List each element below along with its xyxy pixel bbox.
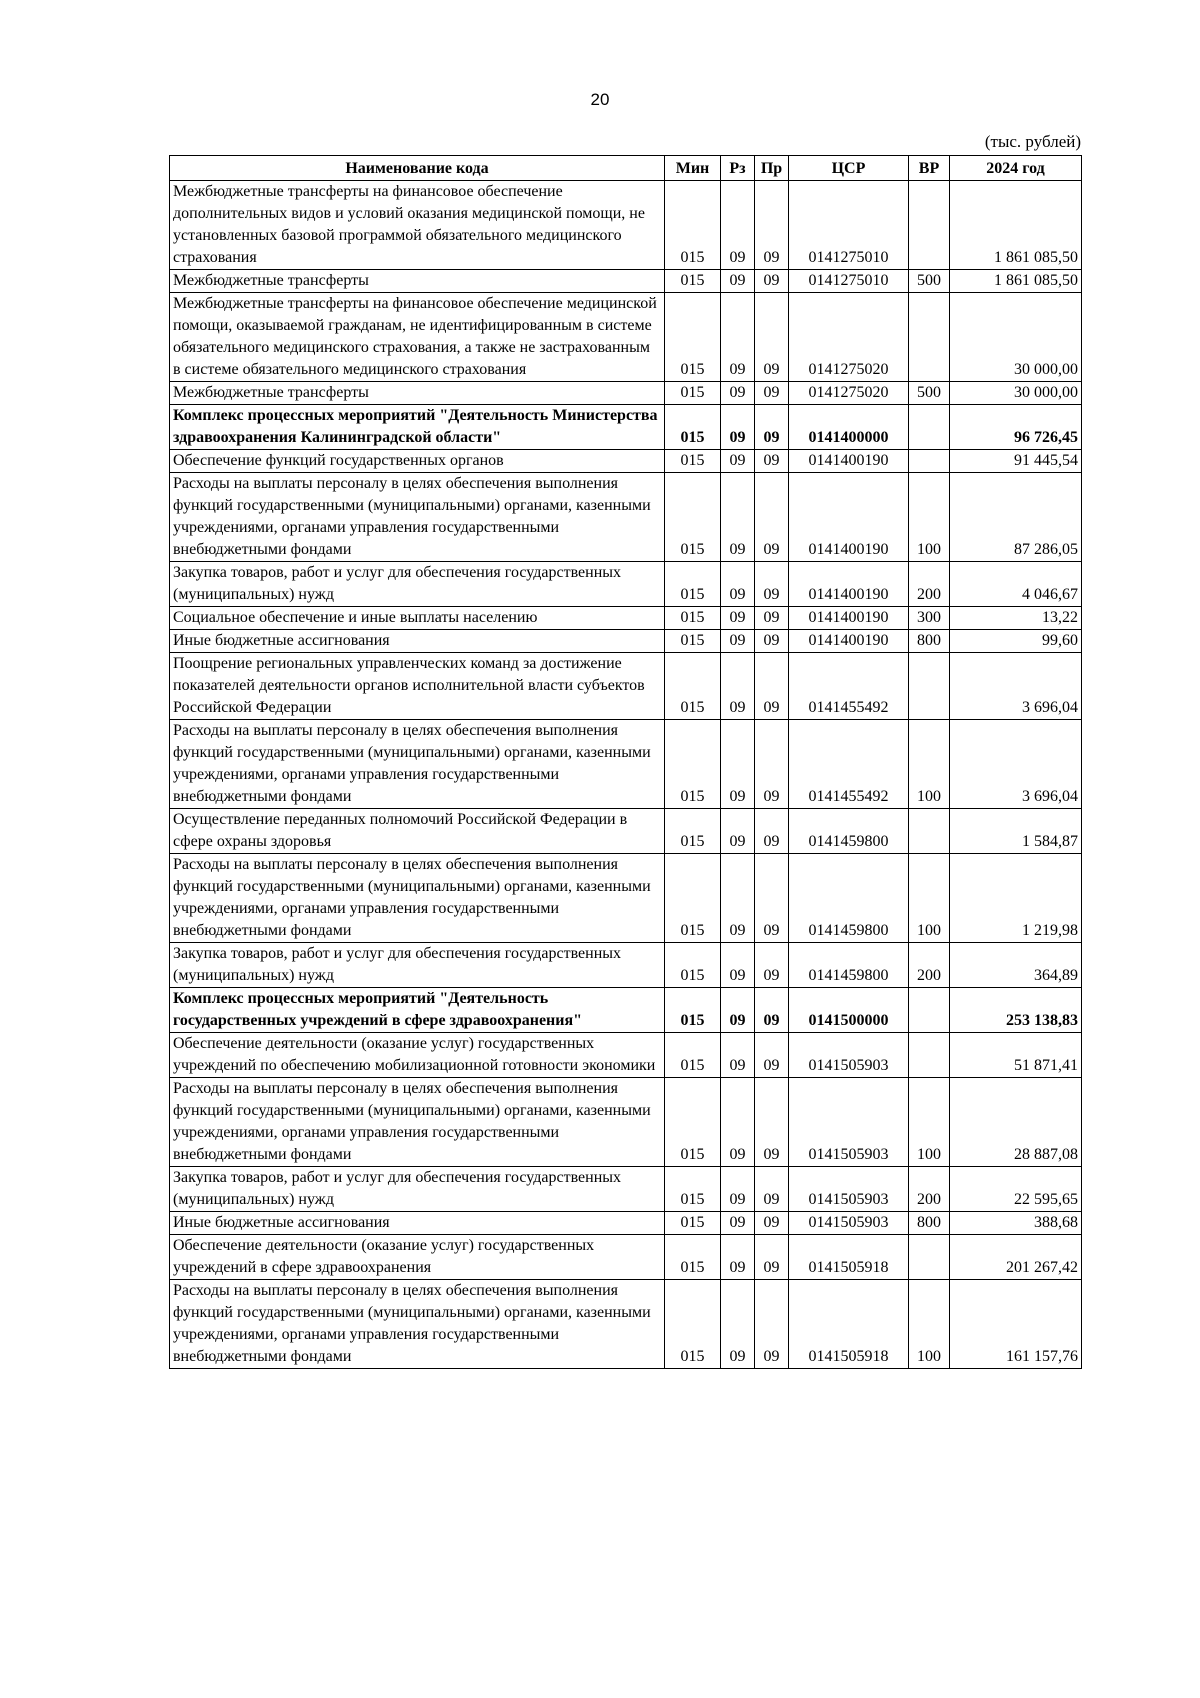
table-row — [170, 720, 1082, 809]
cell-amount: 22 595,65 — [950, 1167, 1082, 1212]
header-vr: ВР — [909, 156, 950, 181]
cell-name: Межбюджетные трансферты на финансовое обеспечение медицинской помощи, оказываемой гражданам, не идентифицированным в системе обязательного медицинского страхования, а также не застрахованным в системе обязательного медицинского страхования — [170, 293, 665, 382]
cell-rz: 09 — [721, 382, 755, 405]
cell-amount: 13,22 — [950, 607, 1082, 630]
table-row — [170, 630, 1082, 653]
cell-vr: 300 — [909, 607, 950, 630]
table-row — [170, 1033, 1082, 1078]
cell-vr: 100 — [909, 720, 950, 809]
table-row — [170, 405, 1082, 450]
header-pr: Пр — [755, 156, 789, 181]
cell-vr — [909, 181, 950, 270]
cell-vr: 200 — [909, 562, 950, 607]
header-min: Мин — [665, 156, 721, 181]
cell-rz: 09 — [721, 1078, 755, 1167]
cell-min: 015 — [665, 809, 721, 854]
cell-amount: 1 584,87 — [950, 809, 1082, 854]
cell-csr: 0141505918 — [789, 1280, 909, 1369]
cell-vr — [909, 988, 950, 1033]
cell-min: 015 — [665, 1212, 721, 1235]
cell-amount: 161 157,76 — [950, 1280, 1082, 1369]
table-row — [170, 854, 1082, 943]
cell-vr: 800 — [909, 630, 950, 653]
cell-min: 015 — [665, 405, 721, 450]
cell-min: 015 — [665, 270, 721, 293]
cell-name: Расходы на выплаты персоналу в целях обеспечения выполнения функций государственными (муниципальными) органами, казенными учреждениями, органами управления государственными внебюджетными фондами — [170, 473, 665, 562]
cell-rz: 09 — [721, 988, 755, 1033]
cell-amount: 364,89 — [950, 943, 1082, 988]
cell-csr: 0141459800 — [789, 854, 909, 943]
cell-csr: 0141400190 — [789, 473, 909, 562]
cell-csr: 0141459800 — [789, 943, 909, 988]
cell-name: Расходы на выплаты персоналу в целях обеспечения выполнения функций государственными (муниципальными) органами, казенными учреждениями, органами управления государственными внебюджетными фондами — [170, 720, 665, 809]
cell-vr: 800 — [909, 1212, 950, 1235]
table-row — [170, 809, 1082, 854]
cell-name: Иные бюджетные ассигнования — [170, 630, 665, 653]
cell-vr — [909, 653, 950, 720]
header-year: 2024 год — [950, 156, 1082, 181]
cell-name: Расходы на выплаты персоналу в целях обеспечения выполнения функций государственными (муниципальными) органами, казенными учреждениями, органами управления государственными внебюджетными фондами — [170, 1078, 665, 1167]
cell-pr: 09 — [755, 1235, 789, 1280]
table-row — [170, 562, 1082, 607]
table-row — [170, 450, 1082, 473]
table-row — [170, 1212, 1082, 1235]
cell-pr: 09 — [755, 720, 789, 809]
cell-amount: 51 871,41 — [950, 1033, 1082, 1078]
cell-amount: 253 138,83 — [950, 988, 1082, 1033]
cell-rz: 09 — [721, 562, 755, 607]
cell-csr: 0141275010 — [789, 181, 909, 270]
cell-min: 015 — [665, 450, 721, 473]
cell-vr: 200 — [909, 1167, 950, 1212]
cell-amount: 201 267,42 — [950, 1235, 1082, 1280]
cell-pr: 09 — [755, 1167, 789, 1212]
header-csr: ЦСР — [789, 156, 909, 181]
cell-name: Поощрение региональных управленческих команд за достижение показателей деятельности органов исполнительной власти субъектов Российской Федерации — [170, 653, 665, 720]
table-body — [170, 181, 1082, 1369]
cell-pr: 09 — [755, 1280, 789, 1369]
cell-vr — [909, 405, 950, 450]
cell-name: Межбюджетные трансферты на финансовое обеспечение дополнительных видов и условий оказания медицинской помощи, не установленных базовой программой обязательного медицинского страхования — [170, 181, 665, 270]
cell-pr: 09 — [755, 382, 789, 405]
cell-name: Комплекс процессных мероприятий "Деятельность государственных учреждений в сфере здравоохранения" — [170, 988, 665, 1033]
cell-min: 015 — [665, 607, 721, 630]
cell-csr: 0141455492 — [789, 653, 909, 720]
cell-rz: 09 — [721, 473, 755, 562]
cell-amount: 3 696,04 — [950, 653, 1082, 720]
page-number: 20 — [590, 90, 610, 109]
cell-rz: 09 — [721, 943, 755, 988]
cell-rz: 09 — [721, 720, 755, 809]
cell-csr: 0141505903 — [789, 1078, 909, 1167]
cell-pr: 09 — [755, 854, 789, 943]
cell-rz: 09 — [721, 1280, 755, 1369]
cell-name: Закупка товаров, работ и услуг для обеспечения государственных (муниципальных) нужд — [170, 943, 665, 988]
cell-amount: 28 887,08 — [950, 1078, 1082, 1167]
cell-name: Комплекс процессных мероприятий "Деятельность Министерства здравоохранения Калининградской области" — [170, 405, 665, 450]
cell-pr: 09 — [755, 181, 789, 270]
cell-rz: 09 — [721, 270, 755, 293]
table-row — [170, 988, 1082, 1033]
cell-amount: 1 861 085,50 — [950, 181, 1082, 270]
cell-amount: 30 000,00 — [950, 293, 1082, 382]
cell-vr — [909, 1033, 950, 1078]
cell-csr: 0141505918 — [789, 1235, 909, 1280]
cell-csr: 0141400190 — [789, 562, 909, 607]
cell-rz: 09 — [721, 854, 755, 943]
cell-pr: 09 — [755, 630, 789, 653]
cell-rz: 09 — [721, 450, 755, 473]
table-row — [170, 1280, 1082, 1369]
table-row — [170, 607, 1082, 630]
cell-min: 015 — [665, 854, 721, 943]
table-row — [170, 473, 1082, 562]
cell-name: Расходы на выплаты персоналу в целях обеспечения выполнения функций государственными (муниципальными) органами, казенными учреждениями, органами управления государственными внебюджетными фондами — [170, 1280, 665, 1369]
cell-min: 015 — [665, 293, 721, 382]
cell-amount: 1 219,98 — [950, 854, 1082, 943]
table-row — [170, 382, 1082, 405]
cell-pr: 09 — [755, 607, 789, 630]
cell-pr: 09 — [755, 1078, 789, 1167]
cell-vr — [909, 809, 950, 854]
cell-pr: 09 — [755, 562, 789, 607]
table-row — [170, 1167, 1082, 1212]
cell-csr: 0141505903 — [789, 1167, 909, 1212]
cell-csr: 0141400190 — [789, 450, 909, 473]
cell-min: 015 — [665, 630, 721, 653]
cell-pr: 09 — [755, 1033, 789, 1078]
cell-pr: 09 — [755, 450, 789, 473]
cell-name: Расходы на выплаты персоналу в целях обеспечения выполнения функций государственными (муниципальными) органами, казенными учреждениями, органами управления государственными внебюджетными фондами — [170, 854, 665, 943]
cell-rz: 09 — [721, 1235, 755, 1280]
cell-pr: 09 — [755, 473, 789, 562]
cell-min: 015 — [665, 382, 721, 405]
units-label: (тыс. рублей) — [984, 132, 1081, 151]
cell-min: 015 — [665, 1078, 721, 1167]
cell-csr: 0141500000 — [789, 988, 909, 1033]
cell-rz: 09 — [721, 653, 755, 720]
cell-min: 015 — [665, 473, 721, 562]
cell-csr: 0141505903 — [789, 1033, 909, 1078]
cell-vr: 100 — [909, 854, 950, 943]
cell-csr: 0141459800 — [789, 809, 909, 854]
cell-csr: 0141275010 — [789, 270, 909, 293]
table-header-row — [170, 156, 1082, 181]
cell-vr — [909, 450, 950, 473]
cell-amount: 30 000,00 — [950, 382, 1082, 405]
cell-min: 015 — [665, 181, 721, 270]
cell-rz: 09 — [721, 293, 755, 382]
cell-pr: 09 — [755, 405, 789, 450]
cell-amount: 3 696,04 — [950, 720, 1082, 809]
cell-csr: 0141455492 — [789, 720, 909, 809]
cell-amount: 1 861 085,50 — [950, 270, 1082, 293]
table-row — [170, 270, 1082, 293]
cell-rz: 09 — [721, 809, 755, 854]
cell-min: 015 — [665, 720, 721, 809]
cell-pr: 09 — [755, 1212, 789, 1235]
cell-rz: 09 — [721, 1033, 755, 1078]
cell-name: Осуществление переданных полномочий Российской Федерации в сфере охраны здоровья — [170, 809, 665, 854]
cell-rz: 09 — [721, 607, 755, 630]
table-row — [170, 181, 1082, 270]
table-row — [170, 293, 1082, 382]
cell-name: Иные бюджетные ассигнования — [170, 1212, 665, 1235]
cell-name: Межбюджетные трансферты — [170, 270, 665, 293]
header-name: Наименование кода — [170, 156, 665, 181]
cell-min: 015 — [665, 988, 721, 1033]
cell-name: Социальное обеспечение и иные выплаты населению — [170, 607, 665, 630]
cell-amount: 4 046,67 — [950, 562, 1082, 607]
cell-name: Обеспечение функций государственных органов — [170, 450, 665, 473]
table-row — [170, 653, 1082, 720]
cell-rz: 09 — [721, 1212, 755, 1235]
cell-pr: 09 — [755, 943, 789, 988]
cell-pr: 09 — [755, 988, 789, 1033]
cell-rz: 09 — [721, 181, 755, 270]
cell-amount: 388,68 — [950, 1212, 1082, 1235]
budget-table — [169, 155, 1082, 1369]
cell-pr: 09 — [755, 293, 789, 382]
cell-name: Закупка товаров, работ и услуг для обеспечения государственных (муниципальных) нужд — [170, 1167, 665, 1212]
cell-min: 015 — [665, 562, 721, 607]
cell-min: 015 — [665, 1280, 721, 1369]
cell-vr: 200 — [909, 943, 950, 988]
cell-name: Закупка товаров, работ и услуг для обеспечения государственных (муниципальных) нужд — [170, 562, 665, 607]
cell-vr: 100 — [909, 1078, 950, 1167]
cell-vr: 100 — [909, 1280, 950, 1369]
cell-csr: 0141400190 — [789, 630, 909, 653]
cell-amount: 91 445,54 — [950, 450, 1082, 473]
cell-min: 015 — [665, 1167, 721, 1212]
cell-amount: 87 286,05 — [950, 473, 1082, 562]
cell-pr: 09 — [755, 809, 789, 854]
cell-pr: 09 — [755, 270, 789, 293]
cell-vr: 100 — [909, 473, 950, 562]
cell-csr: 0141505903 — [789, 1212, 909, 1235]
cell-vr — [909, 293, 950, 382]
cell-name: Обеспечение деятельности (оказание услуг) государственных учреждений по обеспечению мобилизационной готовности экономики — [170, 1033, 665, 1078]
cell-rz: 09 — [721, 630, 755, 653]
cell-pr: 09 — [755, 653, 789, 720]
cell-amount: 96 726,45 — [950, 405, 1082, 450]
cell-rz: 09 — [721, 405, 755, 450]
table-row — [170, 943, 1082, 988]
cell-min: 015 — [665, 653, 721, 720]
cell-min: 015 — [665, 1033, 721, 1078]
cell-vr — [909, 1235, 950, 1280]
cell-rz: 09 — [721, 1167, 755, 1212]
cell-csr: 0141400190 — [789, 607, 909, 630]
cell-vr: 500 — [909, 382, 950, 405]
cell-min: 015 — [665, 1235, 721, 1280]
cell-csr: 0141275020 — [789, 382, 909, 405]
cell-name: Межбюджетные трансферты — [170, 382, 665, 405]
table-row — [170, 1078, 1082, 1167]
header-rz: Рз — [721, 156, 755, 181]
table-row — [170, 1235, 1082, 1280]
cell-vr: 500 — [909, 270, 950, 293]
cell-csr: 0141400000 — [789, 405, 909, 450]
cell-min: 015 — [665, 943, 721, 988]
cell-csr: 0141275020 — [789, 293, 909, 382]
cell-name: Обеспечение деятельности (оказание услуг) государственных учреждений в сфере здравоохранения — [170, 1235, 665, 1280]
cell-amount: 99,60 — [950, 630, 1082, 653]
